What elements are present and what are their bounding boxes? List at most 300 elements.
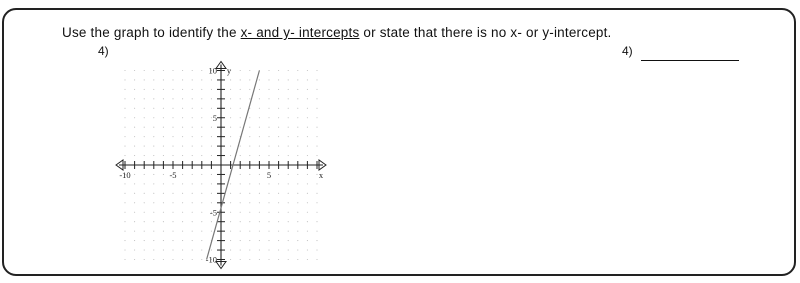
grid-dot: [316, 202, 317, 203]
grid-dot: [278, 127, 279, 128]
grid-dot: [297, 127, 298, 128]
grid-dot: [144, 89, 145, 90]
grid-dot: [307, 127, 308, 128]
grid-dot: [268, 136, 269, 137]
grid-dot: [249, 221, 250, 222]
grid-dot: [182, 127, 183, 128]
grid-dot: [316, 79, 317, 80]
grid-dot: [259, 202, 260, 203]
grid-dot: [268, 202, 269, 203]
grid-dot: [124, 240, 125, 241]
grid-dot: [249, 127, 250, 128]
grid-dot: [316, 212, 317, 213]
grid-dot: [288, 155, 289, 156]
grid-dot: [172, 98, 173, 99]
grid-dot: [230, 183, 231, 184]
grid-dot: [230, 136, 231, 137]
grid-dot: [201, 174, 202, 175]
grid-dot: [230, 98, 231, 99]
grid-dot: [268, 183, 269, 184]
grid-dot: [259, 98, 260, 99]
grid-dot: [278, 250, 279, 251]
grid-dot: [268, 127, 269, 128]
grid-dot: [163, 183, 164, 184]
grid-dot: [268, 259, 269, 260]
grid-dot: [268, 117, 269, 118]
grid-dot: [278, 108, 279, 109]
grid-dot: [259, 146, 260, 147]
grid-dot: [249, 155, 250, 156]
grid-dot: [153, 127, 154, 128]
grid-dot: [211, 174, 212, 175]
grid-dot: [182, 117, 183, 118]
grid-dot: [211, 89, 212, 90]
grid-dot: [297, 155, 298, 156]
grid-dot: [163, 70, 164, 71]
grid-dot: [172, 250, 173, 251]
grid-dot: [230, 259, 231, 260]
grid-dot: [268, 89, 269, 90]
grid-dot: [307, 250, 308, 251]
grid-dot: [297, 98, 298, 99]
grid-dot: [124, 221, 125, 222]
grid-dot: [288, 250, 289, 251]
x-tick-label: -5: [169, 170, 177, 180]
grid-dot: [259, 231, 260, 232]
grid-dot: [307, 79, 308, 80]
grid-dot: [278, 193, 279, 194]
grid-dot: [259, 174, 260, 175]
grid-dot: [249, 259, 250, 260]
grid-dot: [278, 221, 279, 222]
grid-dot: [278, 146, 279, 147]
grid-dot: [172, 259, 173, 260]
grid-dot: [240, 70, 241, 71]
grid-dot: [297, 117, 298, 118]
grid-dot: [144, 202, 145, 203]
grid-dot: [163, 212, 164, 213]
instruction-underlined-text: x- and y- intercepts: [240, 25, 360, 40]
grid-dot: [230, 108, 231, 109]
grid-dot: [192, 183, 193, 184]
grid-dot: [134, 136, 135, 137]
y-tick-label: 10: [208, 65, 217, 76]
grid-dot: [163, 193, 164, 194]
grid-dot: [316, 117, 317, 118]
grid-dot: [240, 250, 241, 251]
grid-dot: [288, 70, 289, 71]
grid-dot: [144, 193, 145, 194]
grid-dot: [134, 108, 135, 109]
grid-dot: [288, 174, 289, 175]
grid-dot: [163, 174, 164, 175]
grid-dot: [249, 117, 250, 118]
grid-dot: [134, 250, 135, 251]
grid-dot: [182, 202, 183, 203]
grid-dot: [134, 98, 135, 99]
grid-dot: [153, 146, 154, 147]
grid-dot: [278, 212, 279, 213]
instruction-text-end: or state that there is no x- or y-intercept.: [359, 25, 612, 40]
grid-dot: [124, 193, 125, 194]
grid-dot: [163, 89, 164, 90]
grid-dot: [259, 108, 260, 109]
grid-dot: [259, 155, 260, 156]
grid-dot: [230, 231, 231, 232]
grid-dot: [230, 250, 231, 251]
grid-dot: [249, 136, 250, 137]
grid-dot: [201, 136, 202, 137]
grid-dot: [182, 174, 183, 175]
grid-dot: [144, 98, 145, 99]
grid-dot: [134, 79, 135, 80]
grid-dot: [124, 212, 125, 213]
grid-dot: [240, 174, 241, 175]
grid-dot: [144, 79, 145, 80]
y-axis-label: y: [226, 65, 232, 76]
grid-dot: [182, 240, 183, 241]
grid-dot: [144, 240, 145, 241]
grid-dot: [240, 79, 241, 80]
grid-dot: [259, 250, 260, 251]
grid-dot: [153, 183, 154, 184]
grid-dot: [163, 79, 164, 80]
grid-dot: [144, 174, 145, 175]
grid-dot: [268, 231, 269, 232]
grid-dot: [172, 202, 173, 203]
grid-dot: [134, 240, 135, 241]
grid-dot: [297, 193, 298, 194]
grid-dot: [211, 231, 212, 232]
grid-dot: [163, 240, 164, 241]
grid-dot: [288, 108, 289, 109]
grid-dot: [307, 212, 308, 213]
grid-dot: [288, 231, 289, 232]
grid-dot: [153, 117, 154, 118]
grid-dot: [278, 98, 279, 99]
grid-dot: [230, 89, 231, 90]
grid-dot: [249, 174, 250, 175]
grid-dot: [201, 108, 202, 109]
grid-dot: [182, 108, 183, 109]
grid-dot: [182, 70, 183, 71]
grid-dot: [124, 89, 125, 90]
grid-dot: [144, 146, 145, 147]
grid-dot: [288, 89, 289, 90]
grid-dot: [249, 79, 250, 80]
grid-dot: [124, 231, 125, 232]
grid-dot: [144, 231, 145, 232]
grid-dot: [201, 89, 202, 90]
grid-dot: [153, 212, 154, 213]
grid-dot: [211, 193, 212, 194]
grid-dot: [124, 146, 125, 147]
grid-dot: [268, 221, 269, 222]
grid-dot: [172, 221, 173, 222]
grid-dot: [259, 79, 260, 80]
grid-dot: [172, 117, 173, 118]
grid-dot: [316, 89, 317, 90]
grid-dot: [249, 231, 250, 232]
grid-dot: [307, 174, 308, 175]
grid-dot: [297, 70, 298, 71]
grid-dot: [172, 146, 173, 147]
grid-dot: [297, 183, 298, 184]
grid-dot: [172, 127, 173, 128]
grid-dot: [288, 202, 289, 203]
grid-dot: [307, 70, 308, 71]
grid-dot: [240, 98, 241, 99]
grid-dot: [192, 70, 193, 71]
grid-dot: [278, 70, 279, 71]
grid-dot: [316, 250, 317, 251]
x-tick-label: 5: [266, 170, 272, 180]
grid-dot: [124, 70, 125, 71]
grid-dot: [201, 231, 202, 232]
grid-dot: [124, 250, 125, 251]
grid-dot: [240, 89, 241, 90]
grid-dot: [144, 155, 145, 156]
grid-dot: [297, 136, 298, 137]
grid-dot: [201, 240, 202, 241]
grid-dot: [182, 259, 183, 260]
question-number: 4): [98, 44, 109, 58]
grid-dot: [144, 221, 145, 222]
grid-dot: [249, 193, 250, 194]
grid-dot: [249, 250, 250, 251]
grid-dot: [230, 221, 231, 222]
answer-number: 4): [622, 44, 633, 58]
grid-dot: [172, 212, 173, 213]
grid-dot: [211, 146, 212, 147]
grid-dot: [278, 155, 279, 156]
grid-dot: [144, 108, 145, 109]
grid-dot: [230, 193, 231, 194]
grid-dot: [134, 193, 135, 194]
grid-dot: [144, 70, 145, 71]
grid-dot: [182, 250, 183, 251]
grid-dot: [163, 127, 164, 128]
grid-dot: [182, 79, 183, 80]
grid-dot: [297, 250, 298, 251]
grid-dot: [144, 212, 145, 213]
grid-dot: [201, 212, 202, 213]
grid-dot: [230, 146, 231, 147]
grid-dot: [278, 89, 279, 90]
grid-dot: [240, 146, 241, 147]
grid-dot: [268, 108, 269, 109]
grid-dot: [240, 202, 241, 203]
grid-dot: [259, 89, 260, 90]
grid-dot: [201, 127, 202, 128]
grid-dot: [134, 70, 135, 71]
grid-dot: [182, 155, 183, 156]
grid-dot: [259, 221, 260, 222]
grid-dot: [153, 193, 154, 194]
grid-dot: [134, 231, 135, 232]
grid-dot: [288, 183, 289, 184]
grid-dot: [230, 202, 231, 203]
grid-dot: [240, 240, 241, 241]
grid-dot: [201, 70, 202, 71]
grid-dot: [163, 221, 164, 222]
grid-dot: [297, 259, 298, 260]
grid-dot: [153, 240, 154, 241]
grid-dot: [249, 240, 250, 241]
grid-dot: [278, 136, 279, 137]
grid-dot: [153, 98, 154, 99]
grid-dot: [211, 221, 212, 222]
grid-dot: [288, 117, 289, 118]
grid-dot: [134, 183, 135, 184]
grid-dot: [316, 155, 317, 156]
grid-dot: [134, 155, 135, 156]
grid-dot: [307, 117, 308, 118]
grid-dot: [259, 117, 260, 118]
grid-dot: [192, 250, 193, 251]
grid-dot: [249, 98, 250, 99]
grid-dot: [153, 70, 154, 71]
grid-dot: [288, 127, 289, 128]
grid-dot: [316, 136, 317, 137]
grid-dot: [307, 240, 308, 241]
grid-dot: [134, 127, 135, 128]
grid-dot: [240, 231, 241, 232]
grid-dot: [297, 221, 298, 222]
grid-dot: [134, 202, 135, 203]
grid-dot: [172, 108, 173, 109]
grid-dot: [192, 193, 193, 194]
grid-dot: [192, 174, 193, 175]
grid-dot: [192, 259, 193, 260]
grid-dot: [172, 155, 173, 156]
grid-dot: [307, 231, 308, 232]
grid-dot: [163, 231, 164, 232]
grid-dot: [163, 117, 164, 118]
grid-dot: [230, 79, 231, 80]
grid-dot: [307, 108, 308, 109]
grid-dot: [192, 202, 193, 203]
grid-dot: [288, 79, 289, 80]
grid-dot: [288, 193, 289, 194]
grid-dot: [182, 136, 183, 137]
grid-dot: [144, 117, 145, 118]
grid-dot: [182, 193, 183, 194]
grid-dot: [211, 202, 212, 203]
grid-dot: [124, 108, 125, 109]
grid-dot: [240, 108, 241, 109]
grid-dot: [288, 259, 289, 260]
grid-dot: [240, 193, 241, 194]
grid-dot: [230, 127, 231, 128]
grid-dot: [134, 117, 135, 118]
grid-dot: [268, 250, 269, 251]
grid-dot: [307, 183, 308, 184]
grid-dot: [124, 117, 125, 118]
grid-dot: [240, 117, 241, 118]
grid-dot: [192, 98, 193, 99]
grid-dot: [278, 183, 279, 184]
grid-dot: [278, 259, 279, 260]
grid-dot: [297, 174, 298, 175]
grid-dot: [316, 193, 317, 194]
grid-dot: [249, 212, 250, 213]
grid-dot: [278, 231, 279, 232]
grid-dot: [240, 127, 241, 128]
grid-dot: [163, 250, 164, 251]
grid-dot: [307, 98, 308, 99]
grid-dot: [249, 70, 250, 71]
grid-dot: [316, 259, 317, 260]
grid-dot: [144, 136, 145, 137]
grid-dot: [297, 79, 298, 80]
grid-dot: [201, 79, 202, 80]
grid-dot: [172, 70, 173, 71]
grid-dot: [240, 212, 241, 213]
grid-dot: [211, 183, 212, 184]
grid-dot: [163, 202, 164, 203]
grid-dot: [172, 79, 173, 80]
grid-dot: [124, 183, 125, 184]
grid-dot: [297, 108, 298, 109]
grid-dot: [124, 136, 125, 137]
grid-dot: [124, 155, 125, 156]
grid-dot: [172, 240, 173, 241]
grid-dot: [307, 146, 308, 147]
grid-dot: [124, 259, 125, 260]
grid-dot: [153, 174, 154, 175]
grid-dot: [249, 146, 250, 147]
grid-dot: [288, 212, 289, 213]
grid-dot: [182, 98, 183, 99]
grid-dot: [268, 155, 269, 156]
grid-dot: [249, 183, 250, 184]
grid-dot: [192, 89, 193, 90]
grid-dot: [297, 240, 298, 241]
grid-dot: [259, 259, 260, 260]
grid-dot: [297, 231, 298, 232]
grid-dot: [307, 221, 308, 222]
instruction-text-start: Use the graph to identify the: [62, 25, 241, 40]
grid-dot: [134, 174, 135, 175]
grid-dot: [124, 127, 125, 128]
grid-dot: [211, 108, 212, 109]
grid-dot: [172, 183, 173, 184]
grid-dot: [153, 79, 154, 80]
grid-dot: [278, 174, 279, 175]
x-axis-label: x: [318, 170, 324, 180]
grid-dot: [259, 212, 260, 213]
grid-dot: [240, 183, 241, 184]
grid-dot: [172, 231, 173, 232]
grid-dot: [163, 146, 164, 147]
grid-dot: [268, 70, 269, 71]
grid-dot: [201, 193, 202, 194]
grid-dot: [268, 240, 269, 241]
grid-dot: [144, 250, 145, 251]
grid-dot: [201, 250, 202, 251]
grid-dot: [259, 183, 260, 184]
grid-dot: [211, 155, 212, 156]
grid-dot: [172, 89, 173, 90]
grid-dot: [182, 212, 183, 213]
grid-dot: [288, 98, 289, 99]
grid-dot: [211, 250, 212, 251]
grid-dot: [230, 117, 231, 118]
grid-dot: [182, 146, 183, 147]
grid-dot: [259, 127, 260, 128]
grid-dot: [144, 127, 145, 128]
